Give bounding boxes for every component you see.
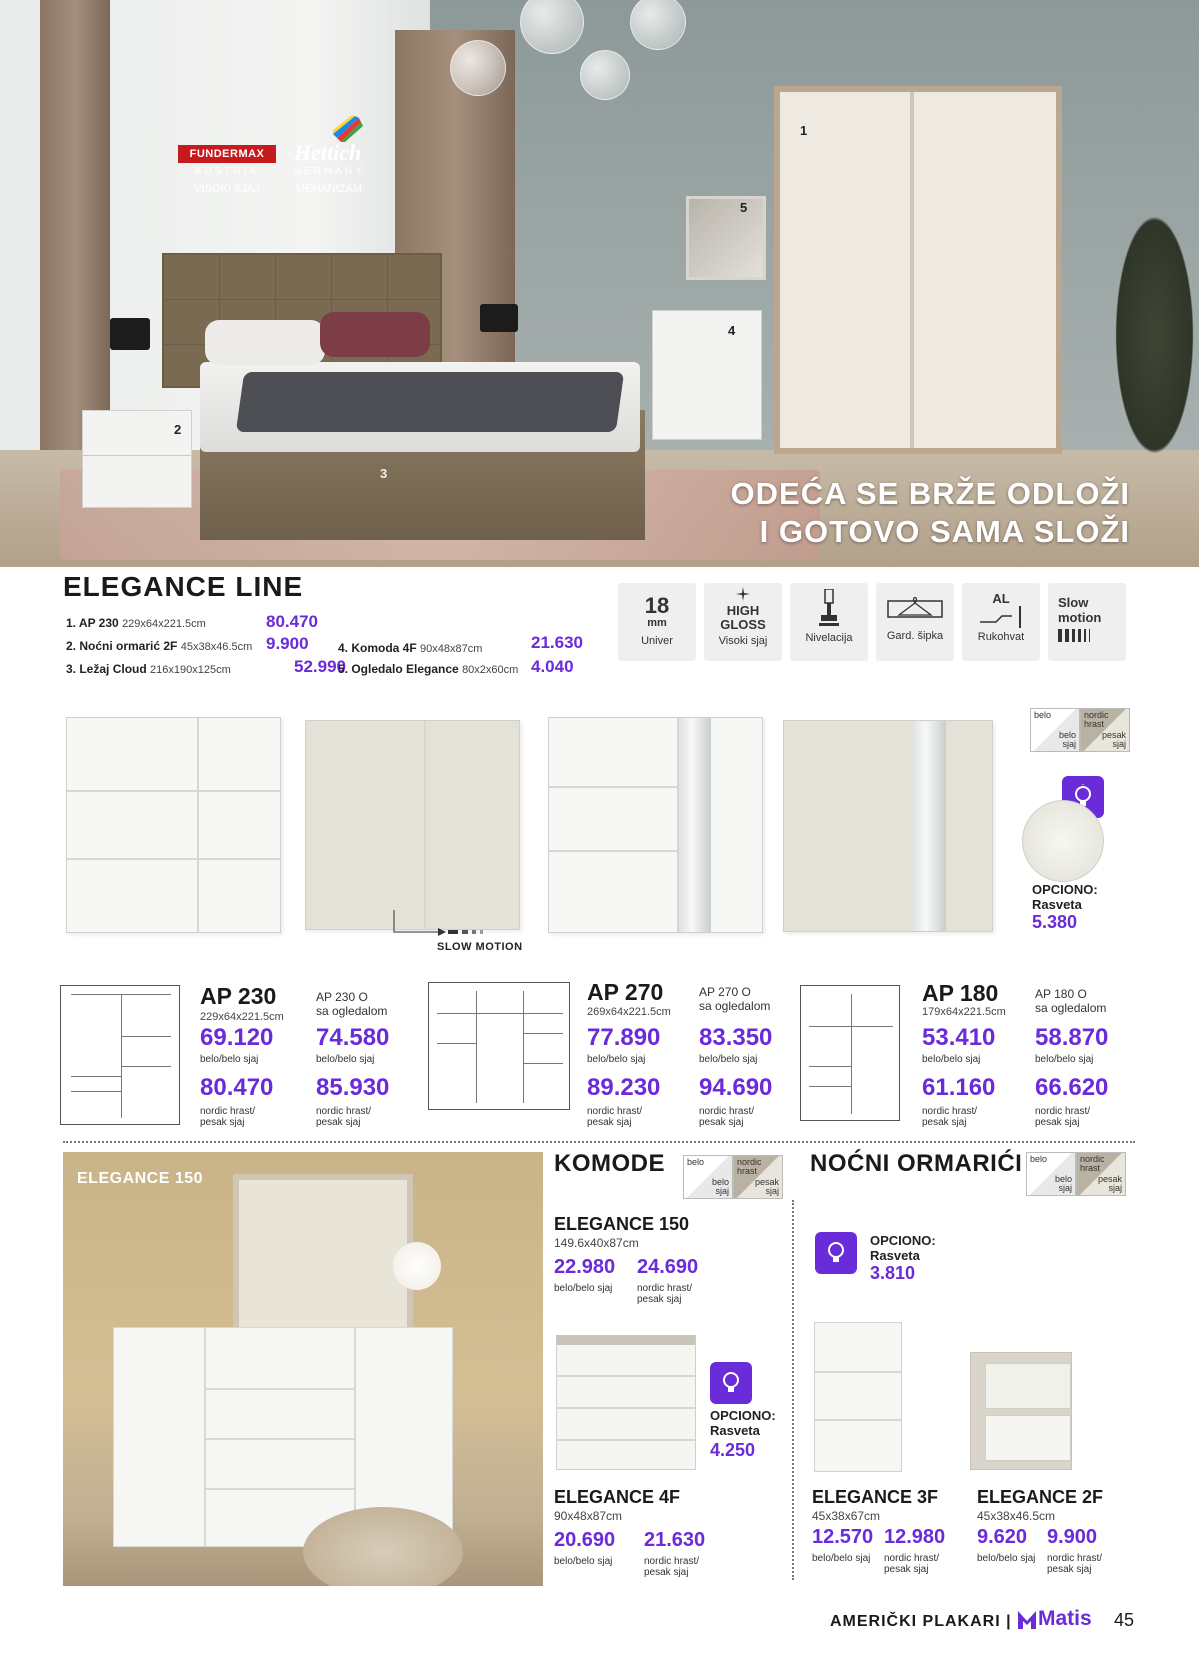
swatch-label: pesak sjaj bbox=[1101, 730, 1126, 749]
price: 83.350 bbox=[699, 1024, 773, 1051]
feature-thickness bbox=[618, 583, 696, 661]
mirror-name: AP 180 O bbox=[1035, 987, 1087, 1001]
swatch-label: nordic hrast bbox=[1084, 710, 1109, 729]
hanger-rail-icon bbox=[885, 597, 945, 627]
price: 66.620 bbox=[1035, 1074, 1109, 1101]
fundermax-logo: FUNDERMAX bbox=[178, 145, 276, 163]
finish: nordic hrast/ pesak sjaj bbox=[637, 1283, 693, 1305]
price: 77.890 bbox=[587, 1024, 661, 1051]
optional-price: 3.810 bbox=[870, 1263, 916, 1283]
price: 9.620 bbox=[977, 1526, 1028, 1548]
finish: nordic hrast/ pesak sjaj bbox=[699, 1106, 755, 1128]
price: 24.690 bbox=[637, 1256, 699, 1278]
model-dims: 229x64x221.5cm bbox=[200, 1011, 284, 1023]
swatch-belo bbox=[683, 1155, 733, 1199]
item-price: 21.630 bbox=[531, 633, 583, 652]
feature-label: Univer bbox=[641, 635, 673, 647]
price: 12.570 bbox=[812, 1526, 874, 1548]
price: 21.630 bbox=[644, 1529, 706, 1551]
feature-value: AL bbox=[992, 591, 1010, 606]
brand-logo: Matis bbox=[1038, 1607, 1092, 1630]
price: 74.580 bbox=[316, 1024, 390, 1051]
mirror-sub: sa ogledalom bbox=[1035, 1001, 1107, 1015]
model-dims: 269x64x221.5cm bbox=[587, 1006, 671, 1018]
item-price: 52.990 bbox=[294, 657, 346, 676]
optional-label: OPCIONO: bbox=[1032, 882, 1098, 897]
swatch-belo bbox=[1030, 708, 1080, 752]
finish: nordic hrast/ pesak sjaj bbox=[922, 1106, 978, 1128]
swatch-nordic bbox=[1080, 708, 1130, 752]
mirror-sub: sa ogledalom bbox=[316, 1004, 388, 1018]
finish: belo/belo sjaj bbox=[554, 1556, 613, 1567]
sideboard-photo bbox=[63, 1152, 543, 1586]
optional-label: Rasveta bbox=[1032, 897, 1082, 912]
hero-tagline bbox=[700, 475, 1130, 551]
pillow bbox=[205, 320, 325, 365]
price: 94.690 bbox=[699, 1074, 773, 1101]
price-list-item bbox=[66, 616, 206, 630]
light-bulb-icon bbox=[710, 1362, 752, 1404]
finish: belo/belo sjaj bbox=[699, 1054, 758, 1065]
mirror-variant bbox=[699, 985, 770, 1013]
product-name: ELEGANCE 4F bbox=[554, 1487, 681, 1507]
product-name: ELEGANCE 2F bbox=[977, 1487, 1104, 1507]
slow-motion-bars-icon bbox=[1058, 629, 1098, 643]
marker: 2 bbox=[174, 422, 182, 437]
slow-motion-label: SLOW MOTION bbox=[437, 941, 523, 953]
leveling-foot-icon bbox=[818, 589, 840, 629]
finish: nordic hrast/ pesak sjaj bbox=[884, 1553, 940, 1575]
product-dims: 45x38x67cm bbox=[812, 1509, 881, 1523]
finish: belo/belo sjaj bbox=[977, 1553, 1036, 1564]
section-title-komode: KOMODE bbox=[554, 1150, 665, 1177]
finish: nordic hrast/ pesak sjaj bbox=[316, 1106, 372, 1128]
wardrobe-cream bbox=[305, 720, 520, 930]
brand-country: AUSTRIA bbox=[194, 166, 260, 177]
finish: belo/belo sjaj bbox=[554, 1283, 613, 1294]
mirror-name: AP 270 O bbox=[699, 985, 751, 999]
mirror-variant bbox=[1035, 987, 1106, 1015]
model-name: AP 270 bbox=[587, 979, 664, 1005]
feature-value: GLOSS bbox=[720, 617, 766, 632]
mirror-name: AP 230 O bbox=[316, 990, 368, 1004]
footer-section: AMERIČKI PLAKARI | bbox=[830, 1613, 1012, 1630]
feature-label: Gard. šipka bbox=[886, 630, 944, 642]
price: 69.120 bbox=[200, 1024, 274, 1051]
optional-price: 5.380 bbox=[1032, 912, 1078, 932]
schematic-ap180 bbox=[800, 985, 900, 1121]
brand-country: GERMANY bbox=[293, 166, 365, 177]
price: 12.980 bbox=[884, 1526, 946, 1548]
sparkle-icon bbox=[736, 587, 750, 601]
page-title: ELEGANCE LINE bbox=[63, 571, 304, 602]
swatch-label: belo sjaj bbox=[1054, 1174, 1072, 1193]
price: 80.470 bbox=[200, 1074, 274, 1101]
item-price: 9.900 bbox=[266, 634, 309, 653]
feature-handle bbox=[962, 583, 1040, 661]
nightstand-2f-image bbox=[970, 1352, 1072, 1470]
mirror bbox=[686, 196, 766, 280]
finish: nordic hrast/ pesak sjaj bbox=[587, 1106, 643, 1128]
dresser bbox=[652, 310, 762, 440]
finish: belo/belo sjaj bbox=[922, 1054, 981, 1065]
price: 89.230 bbox=[587, 1074, 661, 1101]
dresser-4f-image bbox=[556, 1335, 696, 1470]
marker: 4 bbox=[728, 323, 736, 338]
finish: belo/belo sjaj bbox=[587, 1054, 646, 1065]
finish: nordic hrast/ pesak sjaj bbox=[1047, 1553, 1103, 1575]
model-name: AP 230 bbox=[200, 983, 277, 1009]
item-dims: 45x38x46.5cm bbox=[180, 641, 253, 653]
tagline-line: ODEĆA SE BRŽE ODLOŽI bbox=[730, 476, 1130, 511]
marker: 5 bbox=[740, 200, 748, 215]
price: 61.160 bbox=[922, 1074, 996, 1101]
lamp bbox=[110, 318, 150, 350]
schematic-ap270 bbox=[428, 982, 570, 1110]
finish: nordic hrast/ pesak sjaj bbox=[1035, 1106, 1091, 1128]
finish: belo/belo sjaj bbox=[200, 1054, 259, 1065]
brand-note: VISOKI SJAJ bbox=[194, 183, 260, 195]
schematic-ap230 bbox=[60, 985, 180, 1125]
item-label: 4. Komoda 4F bbox=[338, 641, 417, 655]
feature-value: Slow bbox=[1058, 595, 1089, 610]
section-title-nightstands: NOĆNI ORMARIĆI bbox=[810, 1150, 1023, 1177]
lighting-detail bbox=[1022, 800, 1104, 882]
plant bbox=[1110, 200, 1199, 470]
optional-label: OPCIONO: bbox=[710, 1408, 776, 1423]
lamp bbox=[480, 304, 518, 332]
divider bbox=[63, 1141, 1135, 1143]
wardrobe bbox=[774, 86, 1062, 454]
light-bulb-icon bbox=[815, 1232, 857, 1274]
finish: nordic hrast/ pesak sjaj bbox=[644, 1556, 700, 1578]
feature-slow-motion bbox=[1048, 583, 1126, 661]
optional-label: Rasveta bbox=[710, 1423, 760, 1438]
item-price: 80.470 bbox=[266, 612, 318, 631]
handle-icon bbox=[976, 606, 1026, 628]
mirror-variant bbox=[316, 990, 387, 1018]
lamp bbox=[393, 1242, 441, 1290]
feature-unit: mm bbox=[647, 617, 667, 629]
feature-label: Rukohvat bbox=[977, 631, 1025, 643]
brand-note: MEHANIZAM bbox=[296, 183, 362, 195]
photo-label: ELEGANCE 150 bbox=[77, 1170, 204, 1187]
optional-lighting bbox=[1032, 882, 1098, 912]
marker: 1 bbox=[800, 123, 808, 138]
item-label: 5. Ogledalo Elegance bbox=[338, 662, 459, 676]
hettich-flag-icon bbox=[333, 116, 363, 142]
item-dims: 216x190x125cm bbox=[150, 664, 231, 676]
page-number: 45 bbox=[1114, 1610, 1135, 1630]
feature-value: motion bbox=[1058, 610, 1102, 625]
swatch-label: belo sjaj bbox=[711, 1177, 729, 1196]
optional-price: 4.250 bbox=[710, 1440, 756, 1460]
price-list-item bbox=[66, 639, 252, 653]
swatch-label: pesak sjaj bbox=[754, 1177, 779, 1196]
product-name: ELEGANCE 3F bbox=[812, 1487, 939, 1507]
item-label: 1. AP 230 bbox=[66, 616, 119, 630]
divider bbox=[792, 1200, 794, 1580]
item-dims: 229x64x221.5cm bbox=[122, 618, 206, 630]
chandelier bbox=[430, 0, 700, 110]
swatch-nordic bbox=[733, 1155, 783, 1199]
feature-hanger-rail bbox=[876, 583, 954, 661]
item-price: 4.040 bbox=[531, 657, 574, 676]
matis-logo-icon bbox=[1018, 1611, 1036, 1629]
marker: 3 bbox=[380, 466, 388, 481]
feature-label: Visoki sjaj bbox=[718, 635, 768, 647]
price-list-item bbox=[338, 641, 482, 655]
price: 58.870 bbox=[1035, 1024, 1109, 1051]
bed-throw bbox=[236, 372, 624, 432]
finish: belo/belo sjaj bbox=[812, 1553, 871, 1564]
price: 20.690 bbox=[554, 1529, 616, 1551]
swatch-label: nordic hrast bbox=[737, 1157, 762, 1176]
price: 22.980 bbox=[554, 1256, 616, 1278]
mirror-sub: sa ogledalom bbox=[699, 999, 771, 1013]
tagline-line: I GOTOVO SAMA SLOŽI bbox=[759, 514, 1130, 549]
swatch-nordic bbox=[1076, 1152, 1126, 1196]
nightstand-3f-image bbox=[814, 1322, 902, 1472]
wardrobe-white bbox=[66, 717, 281, 933]
hettich-logo: Hettich bbox=[294, 140, 362, 165]
swatch-label: nordic hrast bbox=[1080, 1154, 1105, 1173]
model-dims: 179x64x221.5cm bbox=[922, 1006, 1006, 1018]
price: 9.900 bbox=[1047, 1526, 1098, 1548]
price: 53.410 bbox=[922, 1024, 996, 1051]
price-list-item bbox=[66, 662, 231, 676]
wardrobe-cream-mirror bbox=[783, 720, 993, 932]
swatch-label: pesak sjaj bbox=[1097, 1174, 1122, 1193]
item-label: 3. Ležaj Cloud bbox=[66, 662, 147, 676]
hero-image bbox=[0, 0, 1199, 567]
swatch-label: belo bbox=[1030, 1154, 1048, 1164]
feature-high-gloss bbox=[704, 583, 782, 661]
swatch-label: belo bbox=[1034, 710, 1052, 720]
swatch-label: belo sjaj bbox=[1058, 730, 1076, 749]
optional-label: Rasveta bbox=[870, 1248, 920, 1263]
product-dims: 149.6x40x87cm bbox=[554, 1236, 639, 1250]
optional-lighting bbox=[870, 1233, 936, 1263]
swatch-label: belo bbox=[687, 1157, 705, 1167]
finish: belo/belo sjaj bbox=[316, 1054, 375, 1065]
product-name: ELEGANCE 150 bbox=[554, 1214, 690, 1234]
product-dims: 90x48x87cm bbox=[554, 1509, 623, 1523]
finish: belo/belo sjaj bbox=[1035, 1054, 1094, 1065]
pillow bbox=[320, 312, 430, 357]
optional-label: OPCIONO: bbox=[870, 1233, 936, 1248]
price: 85.930 bbox=[316, 1074, 390, 1101]
optional-lighting bbox=[710, 1408, 776, 1438]
feature-label: Nivelacija bbox=[805, 632, 853, 644]
feature-value: HIGH bbox=[726, 603, 760, 618]
swatch-belo bbox=[1026, 1152, 1076, 1196]
price-list-item bbox=[338, 662, 518, 676]
feature-leveling bbox=[790, 583, 868, 661]
feature-value: 18 bbox=[644, 593, 670, 618]
item-dims: 80x2x60cm bbox=[462, 664, 519, 676]
product-dims: 45x38x46.5cm bbox=[977, 1509, 1056, 1523]
wardrobe-white-mirror bbox=[548, 717, 763, 933]
item-dims: 90x48x87cm bbox=[420, 643, 483, 655]
model-name: AP 180 bbox=[922, 980, 999, 1006]
finish: nordic hrast/ pesak sjaj bbox=[200, 1106, 256, 1128]
item-label: 2. Noćni ormarić 2F bbox=[66, 639, 178, 653]
